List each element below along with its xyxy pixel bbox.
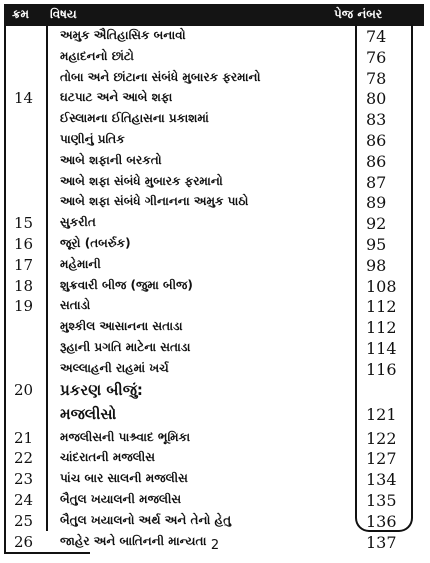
chapter-number: 14: [14, 89, 34, 108]
page-number: 76: [366, 47, 387, 67]
contents-row: [0, 359, 430, 380]
contents-title: ઘટપાટ અને આબે શફા: [60, 90, 173, 105]
chapter-number: 20: [14, 380, 34, 399]
page-number: 86: [366, 130, 387, 150]
contents-title: બૈતુલ ખયાલની મજલીસ: [60, 491, 182, 506]
contents-title: આબે શફાની બરકતો: [60, 152, 162, 167]
contents-title: મુશ્કીલ આસાનના સતાડા: [60, 319, 183, 334]
page-number: 92: [366, 214, 387, 234]
column-header-page: પેજ નંબર: [334, 7, 383, 21]
contents-title: આબે શફા સંબંધે મુબારક ફરમાનો: [60, 173, 223, 188]
contents-title: રૂહાની પ્રગતિ માટેના સતાડા: [60, 339, 191, 354]
page-footer-number: 2: [210, 538, 220, 553]
contents-row: [0, 47, 430, 68]
page-number: 95: [366, 234, 387, 254]
page-number: 83: [366, 110, 387, 130]
contents-title: મજલીસો: [60, 404, 117, 423]
chapter-number: 22: [14, 449, 34, 468]
contents-row: [0, 317, 430, 338]
page-number: 136: [366, 511, 397, 531]
column-header-number: ક્રમ: [12, 7, 29, 21]
contents-row: [0, 448, 430, 469]
page-number: 98: [366, 255, 387, 275]
contents-title: શુક્રવારી બીજ (જુમા બીજ): [60, 277, 193, 292]
page-number: 134: [366, 470, 397, 490]
page-number: 89: [366, 193, 387, 213]
column-header-subject: વિષય: [50, 7, 77, 21]
page-number: 112: [366, 318, 397, 338]
contents-row: [0, 109, 430, 130]
contents-row: [0, 276, 430, 297]
chapter-number: 25: [14, 511, 34, 530]
contents-title: જાહેર અને બાતિનની માન્યતા: [60, 533, 207, 548]
contents-row: [0, 469, 430, 490]
contents-title: તોબા અને છાંટાના સંબંધે મુબારક ફરમાનો: [60, 69, 261, 84]
contents-title: અમુક ઐતિહાસિક બનાવો: [60, 28, 186, 42]
page-number: 108: [366, 276, 397, 296]
chapter-number: 23: [14, 470, 34, 489]
page-number: 135: [366, 490, 397, 510]
contents-row: [0, 213, 430, 234]
contents-row: [0, 26, 430, 47]
contents-title: મજલીસની પાશ્ર્વાદ ભૂમિકા: [60, 429, 191, 444]
contents-row: [0, 88, 430, 109]
contents-title: પાણીનું પ્રતિક: [60, 131, 125, 146]
contents-title: સુકરીત: [60, 215, 96, 230]
page-number: 87: [366, 172, 387, 192]
contents-row: [0, 511, 430, 532]
contents-row: [0, 172, 430, 193]
page-number: 121: [366, 404, 397, 424]
page-number: 86: [366, 151, 387, 171]
contents-row: [0, 296, 430, 317]
contents-row: [0, 338, 430, 359]
table-header: [4, 4, 424, 26]
contents-row: [0, 68, 430, 89]
page-number: 112: [366, 297, 397, 317]
contents-row: [0, 428, 430, 449]
contents-row: [0, 151, 430, 172]
chapter-number: 18: [14, 276, 34, 295]
contents-list: [0, 26, 430, 552]
chapter-number: 16: [14, 234, 34, 253]
contents-row: [0, 255, 430, 276]
chapter-number: 17: [14, 255, 34, 274]
page-number: 114: [366, 338, 397, 358]
contents-row: [0, 234, 430, 255]
chapter-number: 26: [14, 532, 34, 551]
page-number: 127: [366, 449, 397, 469]
page-number: 122: [366, 428, 397, 448]
page-number: 137: [366, 532, 397, 552]
contents-row: [0, 380, 430, 404]
contents-title: આબે શફા સંબંધે ગીનાનના અમુક પાઠો: [60, 194, 249, 209]
contents-row: [0, 192, 430, 213]
contents-row: [0, 130, 430, 151]
contents-title: સતાડો: [60, 298, 91, 313]
contents-title: ચાંદરાતની મજલીસ: [60, 450, 155, 465]
contents-title: જૂરો (તબર્રુક): [60, 235, 131, 250]
page-number: 80: [366, 89, 387, 109]
chapter-number: 15: [14, 214, 34, 233]
contents-row: [0, 490, 430, 511]
contents-title: ઈસ્લામના ઈતિહાસના પ્રકાશમાં: [60, 111, 209, 126]
contents-title: બૈતુલ ખયાલનો અર્થ અને તેનો હેતુ: [60, 512, 232, 527]
contents-title: અલ્લાહની રાહમાં ખર્ચ: [60, 360, 169, 375]
contents-title: મહેમાની: [60, 256, 101, 271]
page-number: 74: [366, 27, 387, 46]
contents-title: પાંચ બાર સાલની મજલીસ: [60, 471, 188, 486]
contents-title: મહાદનનો છાંટો: [60, 48, 134, 63]
contents-title: પ્રકરણ બીજું:: [60, 380, 143, 399]
contents-row: [0, 404, 430, 428]
chapter-number: 21: [14, 428, 34, 447]
page-number: 78: [366, 68, 387, 88]
page-number: 116: [366, 359, 397, 379]
chapter-number: 24: [14, 490, 34, 509]
chapter-number: 19: [14, 297, 34, 316]
